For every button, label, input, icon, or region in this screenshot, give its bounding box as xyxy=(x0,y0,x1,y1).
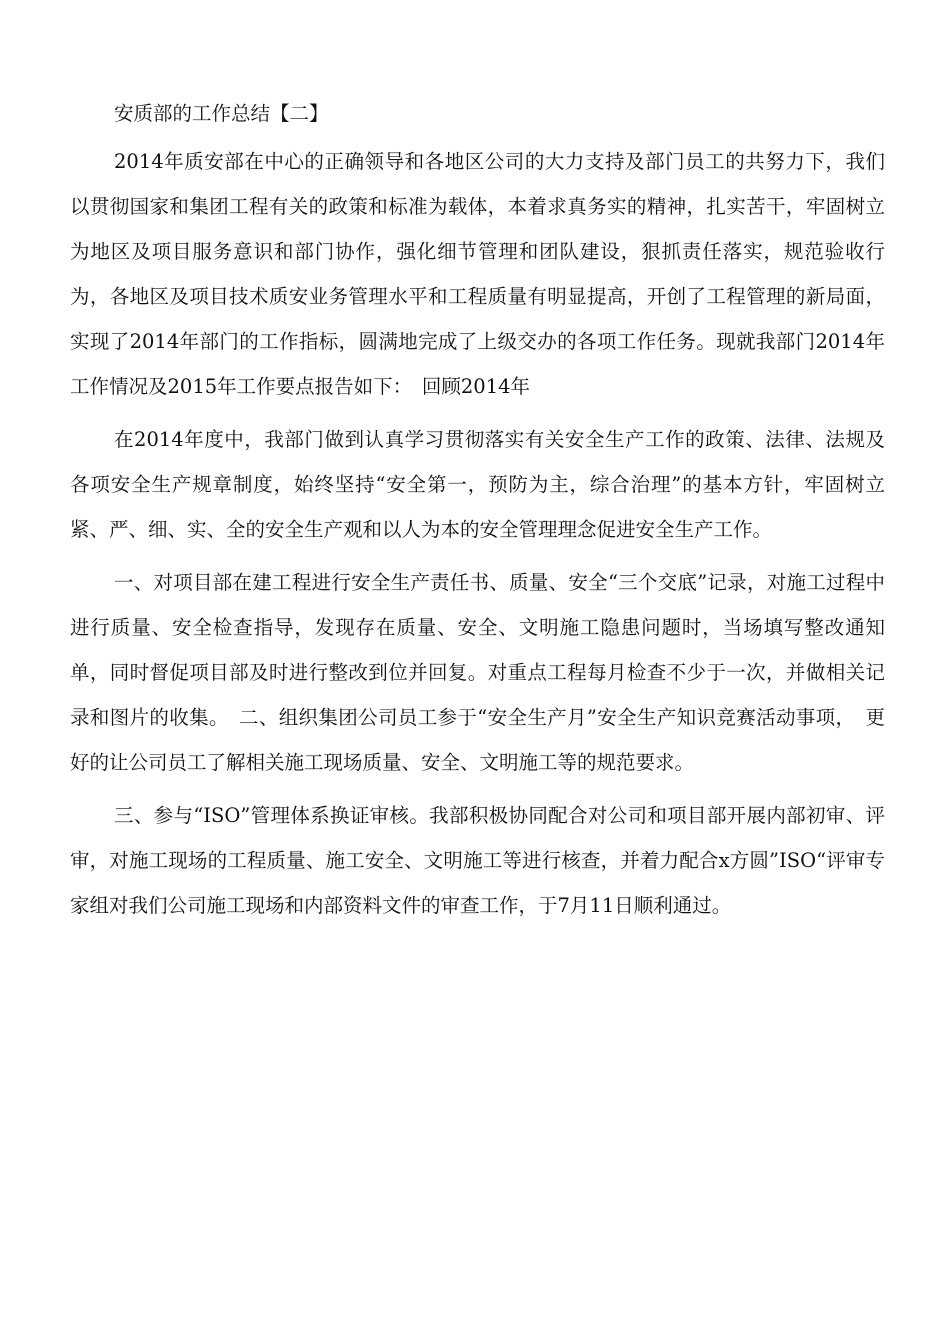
paragraph-safety-policy: 在2014年度中，我部门做到认真学习贯彻落实有关安全生产工作的政策、法律、法规及各项安全生产规章制度，始终坚持“安全第一，预防为主，综合治理”的基本方针，牢固树立紧、严、细、实、全的安全生产观和以人为本的安全管理理念促进安全生产工作。 xyxy=(70,428,885,541)
document-body xyxy=(70,94,885,936)
paragraph-item-one-two: 一、对项目部在建工程进行安全生产责任书、质量、安全“三个交底”记录，对施工过程中进行质量、安全检查指导，发现存在质量、安全、文明施工隐患问题时，当场填写整改通知单，同时督促项目部及时进行整改到位并回复。对重点工程每月检查不少于一次，并做相关记录和图片的收集。 二、组织集团公司员工参于“安全生产月”安全生产知识竞赛活动事项， 更好的让公司员工了解相关施工现场质量、安全、文明施工等的规范要求。 xyxy=(70,571,885,774)
paragraph-intro: 2014年质安部在中心的正确领导和各地区公司的大力支持及部门员工的共努力下，我们以贯彻国家和集团工程有关的政策和标准为载体，本着求真务实的精神，扎实苦干，牢固树立为地区及项目服务意识和部门协作，强化细节管理和团队建设，狠抓责任落实，规范验收行为，各地区及项目技术质安业务管理水平和工程质量有明显提高，开创了工程管理的新局面，实现了2014年部门的工作指标，圆满地完成了上级交办的各项工作任务。现就我部门2014年工作情况及2015年工作要点报告如下： 回顾2014年 xyxy=(70,150,885,398)
document-title: 安质部的工作总结【二】 xyxy=(114,102,329,125)
paragraph-item-three: 三、参与“ISO”管理体系换证审核。我部积极协同配合对公司和项目部开展内部初审、评审，对施工现场的工程质量、施工安全、文明施工等进行核查，并着力配合x方圆”ISO“评审专家组对我们公司施工现场和内部资料文件的审查工作，于7月11日顺利通过。 xyxy=(70,804,885,917)
